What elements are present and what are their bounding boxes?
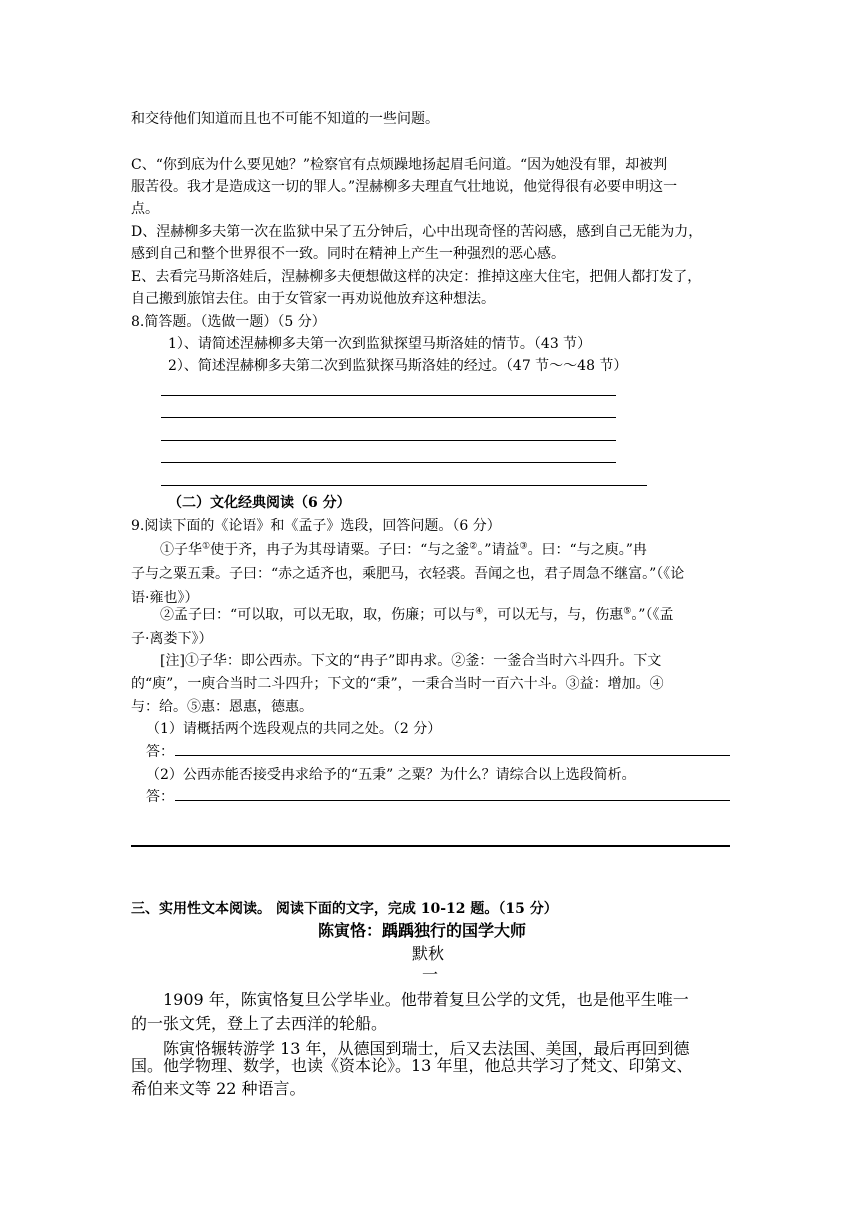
answer-label: 答： <box>146 744 174 760</box>
option-d-line: 感到自己和整个世界很不一致。同时在精神上产生一种强烈的恶心感。 <box>131 246 565 262</box>
passage-line: 子与之粟五秉。子曰：“赤之适齐也，乘肥马，衣轻裘。吾闻之也，君子周急不继富。”（《论 <box>131 566 685 582</box>
answer-line[interactable] <box>161 440 616 441</box>
section-heading: （二）文化经典阅读（6 分） <box>168 495 351 511</box>
paragraph-line: 陈寅恪辗转游学 13 年，从德国到瑞士，后又去法国、美国，最后再回到德 <box>163 1039 690 1058</box>
answer-line[interactable] <box>161 417 616 418</box>
note-line: 与：给。⑤惠：恩惠，德惠。 <box>131 699 313 715</box>
question-8: 8.简答题。（选做一题）（5 分） <box>131 314 326 330</box>
question-8-option-2: 2）、简述涅赫柳多夫第二次到监狱探马斯洛娃的经过。（47 节～～48 节） <box>168 358 628 374</box>
option-c-line: C、“你到底为什么要见她？”检察官有点烦躁地扬起眉毛问道。“因为她没有罪，却被判 <box>131 157 668 173</box>
article-title: 陈寅恪：踽踽独行的国学大师 <box>318 921 527 940</box>
section-divider <box>131 845 730 847</box>
option-c-line: 点。 <box>131 201 159 217</box>
sub-question-2: （2）公西赤能否接受冉求给予的“五秉” 之粟？为什么？请综合以上选段简析。 <box>146 767 636 783</box>
question-8-option-1: 1）、请简述涅赫柳多夫第一次到监狱探望马斯洛娃的情节。（43 节） <box>168 336 592 352</box>
paragraph-line: 希伯来文等 22 种语言。 <box>131 1079 306 1098</box>
sub-question-1: （1）请概括两个选段观点的共同之处。（2 分） <box>146 721 442 737</box>
paragraph-line: 国。他学物理、数学，也读《资本论》。13 年里，他总共学习了梵文、印第文、 <box>131 1056 693 1075</box>
option-d-line: D、涅赫柳多夫第一次在监狱中呆了五分钟后，心中出现奇怪的苦闷感，感到自己无能为力， <box>131 224 703 240</box>
passage-line: 子·离娄下》） <box>131 631 213 647</box>
option-e-line: E、去看完马斯洛娃后，涅赫柳多夫便想做这样的决定：推掉这座大住宅，把佣人都打发了， <box>131 269 702 285</box>
answer-line[interactable] <box>161 462 616 463</box>
paragraph-line: 1909 年，陈寅恪复旦公学毕业。他带着复旦公学的文凭，也是他平生唯一 <box>163 990 689 1009</box>
passage-line: ①子华①使于齐，冉子为其母请粟。子曰：“与之釜②。”请益③。曰：“与之庾。”冉 <box>160 541 647 558</box>
section-number: 一 <box>422 965 439 984</box>
answer-line[interactable] <box>175 755 730 756</box>
article-author: 默秋 <box>412 944 445 963</box>
text-line: 和交待他们知道而且也不可能不知道的一些问题。 <box>131 111 439 127</box>
section-heading: 三、实用性文本阅读。 阅读下面的文字，完成 10-12 题。（15 分） <box>131 901 558 917</box>
passage-line: 语·雍也》） <box>131 590 199 606</box>
answer-line[interactable] <box>161 395 616 396</box>
answer-line[interactable] <box>161 485 647 486</box>
option-e-line: 自己搬到旅馆去住。由于女管家一再劝说他放弃这种想法。 <box>131 291 495 307</box>
question-9: 9.阅读下面的《论语》和《孟子》选段，回答问题。（6 分） <box>131 518 501 534</box>
note-line: 的“庾”，一庾合当时二斗四升；下文的“秉”，一秉合当时一百六十斗。③益：增加。④ <box>131 676 664 692</box>
note-line: [注]①子华：即公西赤。下文的“冉子”即冉求。②釜：一釜合当时六斗四升。下文 <box>160 653 662 669</box>
answer-line[interactable] <box>175 800 730 801</box>
option-c-line: 服苦役。我才是造成这一切的罪人。”涅赫柳多夫理直气壮地说，他觉得很有必要申明这一 <box>131 179 678 195</box>
passage-line: ②孟子曰：“可以取，可以无取，取，伤廉；可以与④，可以无与，与，伤惠⑤。”（《孟 <box>160 606 674 623</box>
paragraph-line: 的一张文凭，登上了去西洋的轮船。 <box>131 1014 388 1033</box>
answer-label: 答： <box>146 789 174 805</box>
